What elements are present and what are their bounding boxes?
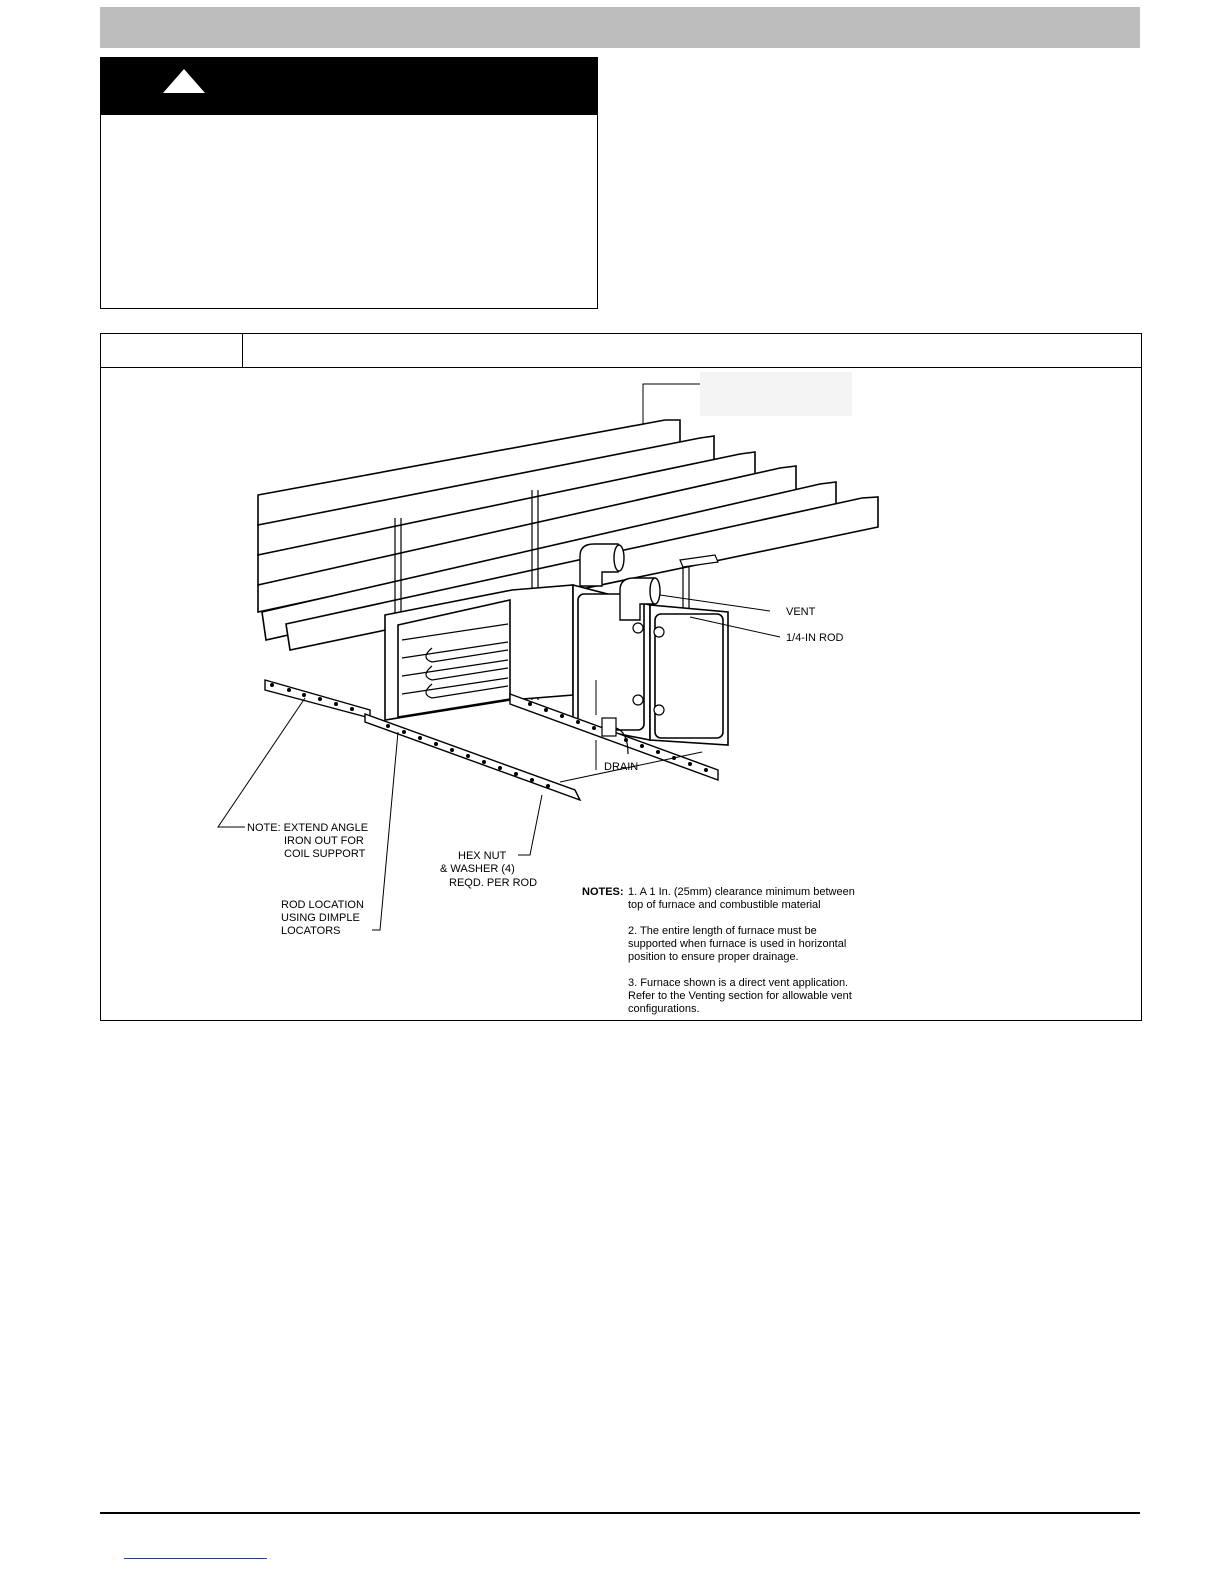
- hex-nut-line-3: REQD. PER ROD: [449, 877, 538, 889]
- footer-link-underline[interactable]: [124, 1558, 267, 1559]
- note-angle-line-2: IRON OUT FOR: [284, 835, 364, 847]
- notes-heading: NOTES:: [582, 886, 624, 898]
- note-3-line-1: 3. Furnace shown is a direct vent application.: [628, 977, 849, 989]
- note-1-line-1: 1. A 1 In. (25mm) clearance minimum between: [628, 886, 855, 898]
- vent-label: VENT: [786, 606, 816, 618]
- note-2-line-2: supported when furnace is used in horizontal: [628, 938, 847, 950]
- footer-rule: [100, 1512, 1140, 1514]
- hex-nut-line-1: HEX NUT: [458, 850, 507, 862]
- note-angle-line-3: COIL SUPPORT: [284, 848, 366, 860]
- note-angle-line-1: NOTE: EXTEND ANGLE: [247, 822, 369, 834]
- rod-label: 1/4-IN ROD: [786, 632, 844, 644]
- note-3-line-2: Refer to the Venting section for allowable vent: [628, 990, 852, 1002]
- rod-location-line-3: LOCATORS: [281, 925, 341, 937]
- note-2-line-1: 2. The entire length of furnace must be: [628, 925, 817, 937]
- hex-nut-line-2: & WASHER (4): [440, 863, 515, 875]
- note-3-line-3: configurations.: [628, 1003, 700, 1015]
- rod-location-line-1: ROD LOCATION: [281, 899, 364, 911]
- note-1-line-2: top of furnace and combustible material: [628, 899, 821, 911]
- drain-label: DRAIN: [604, 761, 639, 773]
- note-2-line-3: position to ensure proper drainage.: [628, 951, 799, 963]
- rod-location-line-2: USING DIMPLE: [281, 912, 360, 924]
